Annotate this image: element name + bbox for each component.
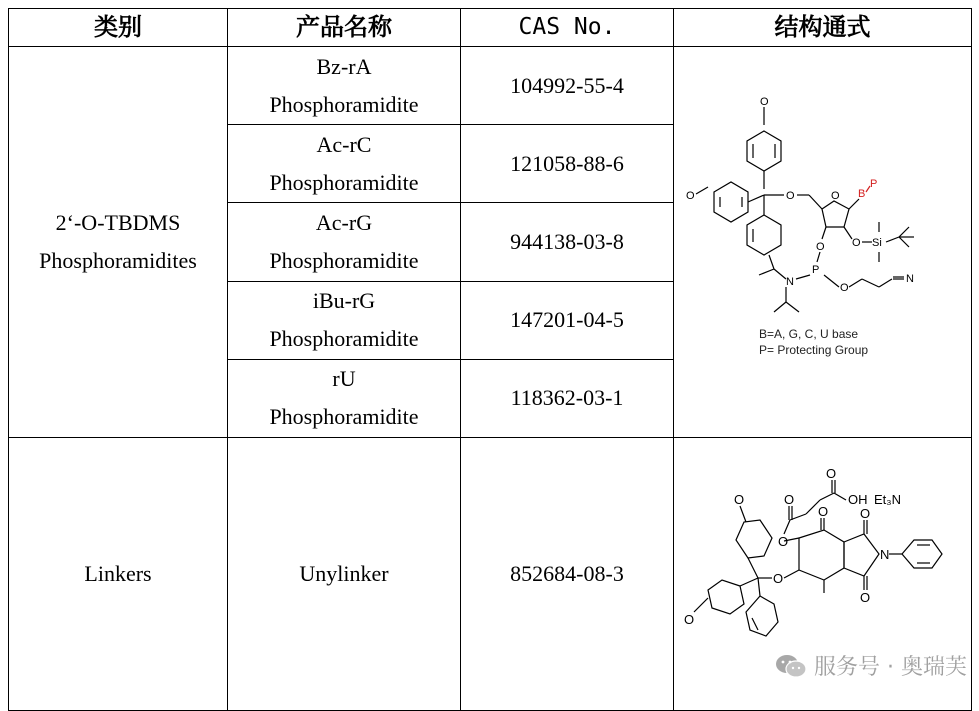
product-name: Ac-rG [315, 209, 373, 235]
cas-cell: 944138-03-8 [461, 203, 674, 281]
product-name: Bz-rA [316, 53, 372, 79]
header-category: 类别 [9, 9, 228, 47]
category-cell: Linkers [9, 438, 228, 711]
cas-cell: 147201-04-5 [461, 281, 674, 359]
cas-cell: 104992-55-4 [461, 47, 674, 125]
atom-o: O [773, 571, 784, 586]
product-name: rU [332, 366, 356, 392]
product-table [8, 8, 972, 711]
atom-b: B [858, 188, 866, 200]
structure-cell [674, 47, 972, 438]
atom-o: O [784, 492, 795, 507]
cas-cell: 121058-88-6 [461, 125, 674, 203]
category-cell [9, 47, 228, 438]
header-cas: CAS No. [461, 9, 674, 47]
atom-o: O [831, 190, 840, 202]
legend-base: B=A, G, C, U base [759, 327, 859, 341]
product-name: Phosphoramidite [269, 404, 419, 430]
atom-o: O [852, 237, 861, 249]
watermark [774, 650, 967, 681]
cas-cell: 118362-03-1 [461, 359, 674, 437]
product-name: Phosphoramidite [269, 91, 419, 117]
legend-protecting-group: P= Protecting Group [759, 343, 869, 357]
atom-o: O [734, 492, 745, 507]
header-structure: 结构通式 [674, 9, 972, 47]
atom-pg: P [870, 178, 878, 190]
atom-o: O [760, 96, 769, 108]
atom-o: O [860, 506, 871, 521]
atom-n: N [880, 547, 890, 562]
atom-o: O [860, 590, 871, 605]
phosphoramidite-structure-image [674, 47, 971, 425]
atom-o: O [816, 241, 825, 253]
atom-o: O [684, 612, 695, 627]
atom-n: N [786, 276, 794, 288]
atom-si: Si [872, 237, 882, 249]
atom-n: N [906, 273, 914, 285]
atom-o: O [786, 190, 795, 202]
product-name: Phosphoramidite [269, 169, 419, 195]
product-name-cell [228, 125, 461, 203]
product-name: Phosphoramidite [269, 326, 419, 352]
watermark-text: 服务号 · 奥瑞芙 [814, 655, 967, 680]
product-name: Ac-rC [316, 131, 372, 157]
category-line: 2‘-O-TBDMS [55, 210, 181, 235]
product-name-cell [228, 359, 461, 437]
product-name: Phosphoramidite [269, 247, 419, 273]
product-name: iBu-rG [312, 288, 376, 314]
atom-salt: Et₃N [874, 492, 901, 507]
product-name-cell [228, 203, 461, 281]
atom-o: O [818, 504, 829, 519]
atom-o: O [826, 466, 837, 481]
header-product: 产品名称 [228, 9, 461, 47]
atom-o: O [686, 190, 695, 202]
product-name-cell [228, 47, 461, 125]
header-row [9, 9, 972, 47]
atom-o: O [840, 282, 849, 294]
category-line: Phosphoramidites [39, 248, 197, 273]
atom-o: O [778, 534, 789, 549]
atom-oh: OH [848, 492, 868, 507]
wechat-icon [774, 653, 808, 679]
product-name-cell: Unylinker [228, 438, 461, 711]
cas-cell: 852684-08-3 [461, 438, 674, 711]
atom-p: P [812, 264, 820, 276]
table-row [9, 47, 972, 125]
product-name-cell [228, 281, 461, 359]
